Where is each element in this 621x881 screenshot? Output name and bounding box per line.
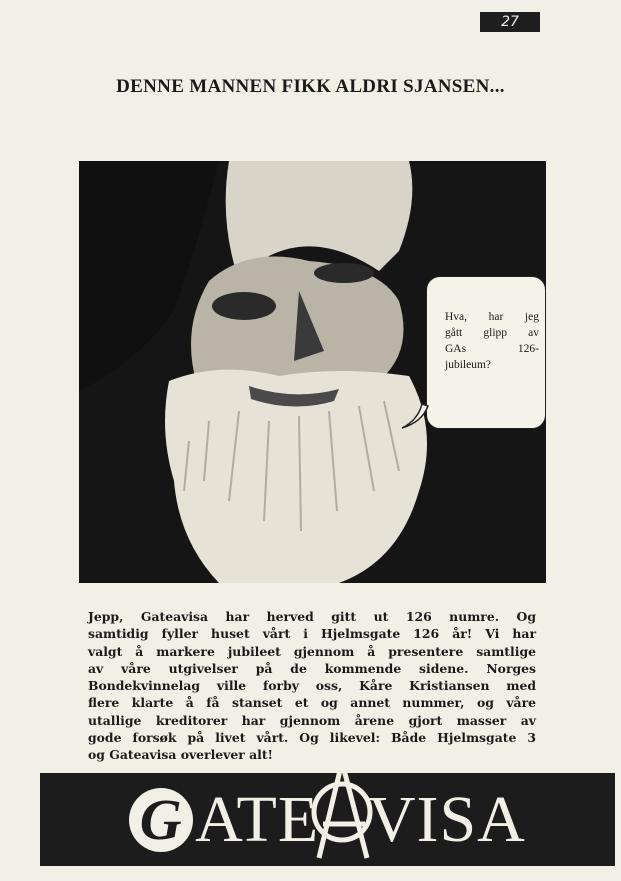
page-headline: DENNE MANNEN FIKK ALDRI SJANSEN... — [116, 76, 505, 97]
speech-bubble-line: Hva, har jeg — [445, 311, 539, 323]
article-line: samtidig fyller huset vårt i Hjelmsgate 126 år! Vi har — [88, 626, 536, 642]
photo-left-eye — [212, 292, 276, 320]
logo-part-2: VISA — [367, 782, 526, 856]
gateavisa-logo — [40, 783, 615, 856]
article-body — [88, 608, 536, 764]
speech-bubble-line: jubileum? — [445, 359, 491, 371]
speech-bubble-line: gått glipp av — [445, 327, 539, 339]
article-line: flere klarte å få stanset et og annet nummer, og våre — [88, 695, 536, 711]
article-line: av våre utgivelser på de kommende sidene. Norges — [88, 660, 536, 676]
speech-bubble — [426, 276, 546, 429]
article-line: og Gateavisa overlever alt! — [88, 747, 274, 763]
article-line: utallige kreditorer har gjennom årene gjort masser av — [88, 712, 536, 728]
anarchy-circle-icon — [309, 773, 375, 860]
logo-anarchy-a — [319, 782, 368, 858]
logo-g-roundel: G — [129, 788, 193, 852]
article-line: Bondekvinnelag ville forby oss, Kåre Kristiansen med — [88, 678, 536, 694]
article-line: gode forsøk på livet vårt. Og likevel: Både Hjelmsgate 3 — [88, 730, 536, 746]
speech-bubble-line: GAs 126- — [445, 343, 539, 355]
speech-bubble-text — [445, 309, 539, 373]
page-number: 27 — [480, 12, 540, 32]
gateavisa-logo-banner — [40, 773, 615, 866]
speech-bubble-tail — [400, 400, 430, 432]
article-line: valgt å markere jubileet gjennom å presentere samtlige — [88, 643, 536, 659]
article-line: Jepp, Gateavisa har herved gitt ut 126 numre. Og — [88, 609, 536, 624]
logo-part-1: ATE — [195, 782, 320, 856]
photo-right-eye — [314, 263, 374, 283]
